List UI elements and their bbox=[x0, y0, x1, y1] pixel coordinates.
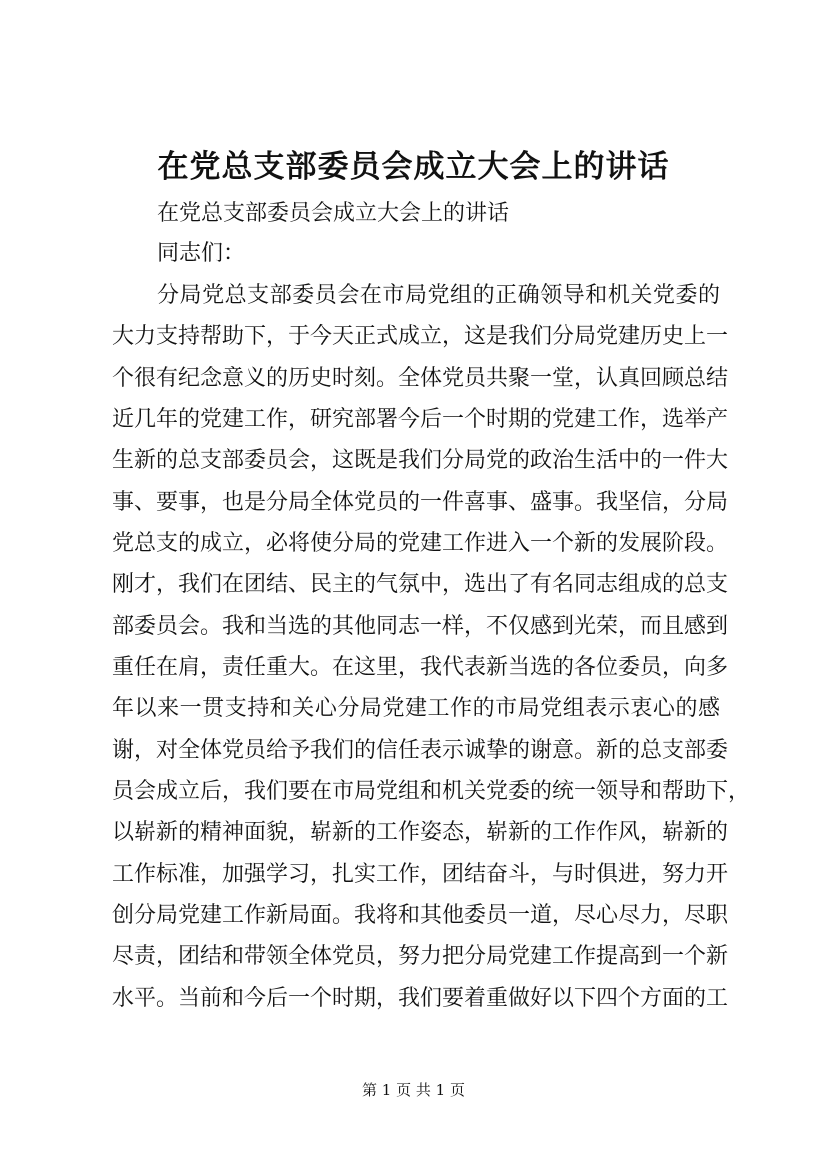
page-footer: 第 1 页 共 1 页 bbox=[362, 1081, 465, 1099]
body-line: 个很有纪念意义的历史时刻。全体党员共聚一堂，认真回顾总结 bbox=[112, 366, 729, 391]
body-line: 部委员会。我和当选的其他同志一样，不仅感到光荣，而且感到 bbox=[112, 614, 729, 639]
body-line: 近几年的党建工作，研究部署今后一个时期的党建工作，选举产 bbox=[112, 407, 729, 432]
body-line: 以崭新的精神面貌，崭新的工作姿态，崭新的工作作风，崭新的 bbox=[112, 820, 729, 845]
greeting-line: 同志们： bbox=[157, 241, 246, 266]
document-title: 在党总支部委员会成立大会上的讲话 bbox=[157, 149, 670, 185]
body-line: 谢，对全体党员给予我们的信任表示诚挚的谢意。新的总支部委 bbox=[112, 738, 729, 763]
body-line: 年以来一贯支持和关心分局党建工作的市局党组表示衷心的感 bbox=[112, 696, 720, 721]
body-line: 尽责，团结和带领全体党员，努力把分局党建工作提高到一个新 bbox=[112, 944, 729, 969]
document-subtitle: 在党总支部委员会成立大会上的讲话 bbox=[157, 201, 510, 226]
body-line: 大力支持帮助下，于今天正式成立，这是我们分局党建历史上一 bbox=[112, 324, 729, 349]
body-line: 事、要事，也是分局全体党员的一件喜事、盛事。我坚信，分局 bbox=[112, 490, 729, 515]
body-line: 员会成立后，我们要在市局党组和机关党委的统一领导和帮助下， bbox=[112, 779, 751, 804]
body-line: 重任在肩，责任重大。在这里，我代表新当选的各位委员，向多 bbox=[112, 655, 729, 680]
body-line: 党总支的成立，必将使分局的党建工作进入一个新的发展阶段。 bbox=[112, 531, 729, 556]
body-line: 水平。当前和今后一个时期，我们要着重做好以下四个方面的工 bbox=[112, 986, 729, 1011]
body-line: 工作标准，加强学习，扎实工作，团结奋斗，与时俱进，努力开 bbox=[112, 862, 729, 887]
body-line: 生新的总支部委员会，这既是我们分局党的政治生活中的一件大 bbox=[112, 448, 729, 473]
body-line: 刚才，我们在团结、民主的气氛中，选出了有名同志组成的总支 bbox=[112, 572, 729, 597]
body-line: 分局党总支部委员会在市局党组的正确领导和机关党委的 bbox=[157, 283, 720, 308]
body-line: 创分局党建工作新局面。我将和其他委员一道，尽心尽力，尽职 bbox=[112, 903, 729, 928]
